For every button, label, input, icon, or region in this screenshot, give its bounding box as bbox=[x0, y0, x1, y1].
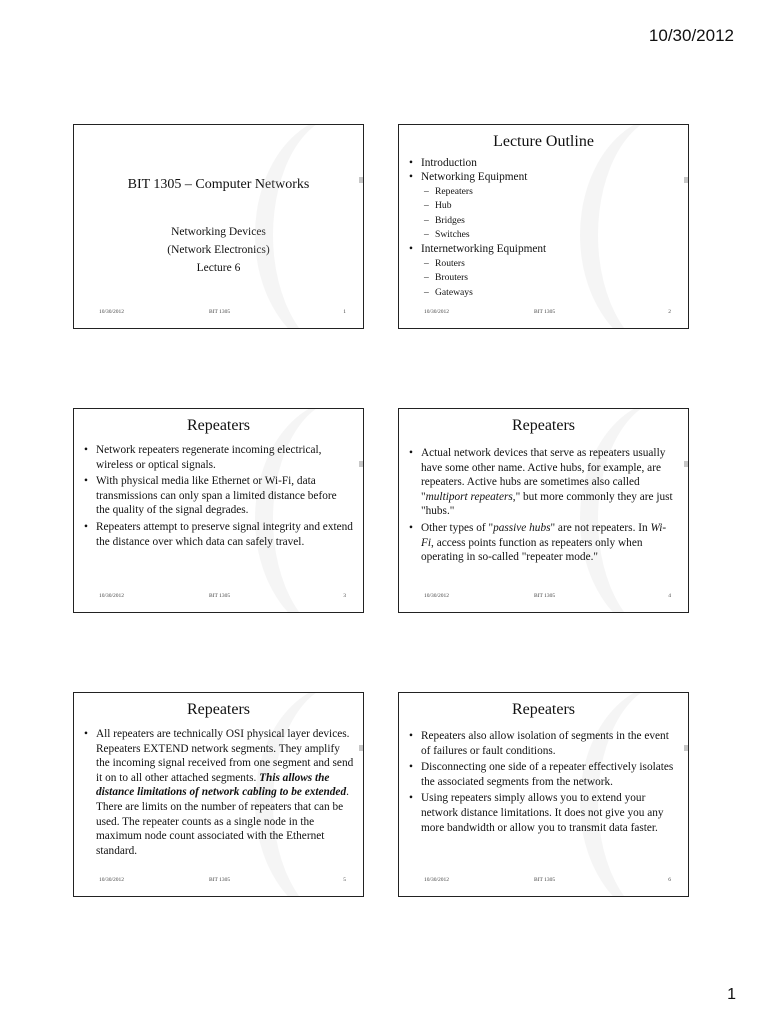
sub-list bbox=[421, 185, 678, 243]
footer-date: 10/30/2012 bbox=[424, 309, 450, 315]
bullet-item bbox=[421, 156, 678, 170]
bullet-item bbox=[421, 170, 678, 242]
footer-date: 10/30/2012 bbox=[99, 877, 125, 883]
slide-number: 6 bbox=[668, 877, 671, 883]
bullet-item bbox=[421, 521, 678, 565]
text-span: , access points function as repeaters only when operating in so-called "repeater mode." bbox=[421, 536, 643, 564]
slide-subtitle bbox=[74, 223, 363, 277]
bullet-item: • Using repeaters simply allows you to extend your network distance limitations. It does not give you any more bandwidth or allow you to transmit data faster. bbox=[421, 791, 678, 835]
text-span: " are not repeaters. In bbox=[550, 521, 651, 534]
sub-item: – Routers bbox=[435, 257, 678, 271]
slide-title: Repeaters bbox=[511, 701, 576, 718]
footer-course: BIT 1305 bbox=[209, 309, 231, 315]
footer-date: 10/30/2012 bbox=[424, 877, 450, 883]
sub-item: – Brouters bbox=[435, 271, 678, 285]
slide-footer bbox=[424, 593, 671, 601]
bullet-item bbox=[421, 242, 678, 300]
slide-4 bbox=[398, 408, 689, 613]
bullet-text: Internetworking Equipment bbox=[421, 243, 547, 256]
slide-title: Repeaters bbox=[186, 417, 251, 434]
slide-3 bbox=[73, 408, 364, 613]
footer-date: 10/30/2012 bbox=[424, 593, 450, 599]
bullet-item: • With physical media like Ethernet or Wi-Fi, data transmissions can only span a limited distance before the quality of the signal degrades. bbox=[96, 474, 353, 518]
footer-course: BIT 1305 bbox=[534, 309, 556, 315]
bullet-item bbox=[421, 446, 678, 519]
bullet-item: • Repeaters also allow isolation of segments in the event of failures or fault conditions. bbox=[421, 729, 678, 758]
bullet-list bbox=[74, 727, 363, 858]
slide-number: 5 bbox=[343, 877, 346, 883]
slide-title: BIT 1305 – Computer Networks bbox=[127, 177, 310, 192]
bullet-text: Introduction bbox=[421, 157, 477, 169]
subtitle-line: (Network Electronics) bbox=[167, 244, 270, 256]
sub-item: – Bridges bbox=[435, 214, 678, 228]
sub-item: – Gateways bbox=[435, 286, 678, 300]
slide-number: 2 bbox=[668, 309, 671, 315]
sub-item: – Repeaters bbox=[435, 185, 678, 199]
page-date: 10/30/2012 bbox=[648, 26, 734, 45]
slide-footer bbox=[424, 877, 671, 885]
sub-item: – Switches bbox=[435, 228, 678, 242]
outline-list bbox=[399, 156, 688, 300]
slide-footer bbox=[99, 593, 346, 601]
footer-date: 10/30/2012 bbox=[99, 593, 125, 599]
slide-footer bbox=[99, 877, 346, 885]
bullet-item bbox=[96, 727, 355, 858]
slide-number: 3 bbox=[343, 593, 346, 599]
slide-number: 1 bbox=[343, 309, 346, 315]
sub-list bbox=[421, 257, 678, 300]
page-number: 1 bbox=[727, 986, 736, 1003]
slide-5 bbox=[73, 692, 364, 897]
text-span: . There are limits on the number of repeaters that can be used. The repeater counts as a single node in the maximum node count associated with the Ethernet standard. bbox=[96, 786, 349, 857]
text-span: All repeaters are technically OSI physical layer devices. Repeaters EXTEND network segments. They amplify the incoming signal received from one segment and send it on to all other attached segments. bbox=[96, 728, 354, 784]
italic-term: passive hubs bbox=[493, 521, 551, 534]
footer-course: BIT 1305 bbox=[209, 877, 231, 883]
bullet-item: • Disconnecting one side of a repeater effectively isolates the associated segments from the network. bbox=[421, 760, 678, 789]
bullet-item: • Repeaters attempt to preserve signal integrity and extend the distance over which data can safely travel. bbox=[96, 520, 353, 549]
slide-2 bbox=[398, 124, 689, 329]
slide-title: Repeaters bbox=[511, 417, 576, 434]
italic-term: multiport repeaters bbox=[425, 490, 513, 503]
slide-title: Lecture Outline bbox=[493, 133, 594, 150]
bullet-list bbox=[399, 729, 688, 835]
footer-date: 10/30/2012 bbox=[99, 309, 125, 315]
italic-term: Wi-Fi bbox=[421, 521, 667, 549]
emphasis-text: This allows the distance limitations of network cabling to be extended bbox=[96, 771, 347, 799]
slide-6 bbox=[398, 692, 689, 897]
slide-1 bbox=[73, 124, 364, 329]
footer-course: BIT 1305 bbox=[534, 593, 556, 599]
bullet-text: Networking Equipment bbox=[421, 171, 528, 184]
footer-course: BIT 1305 bbox=[209, 593, 231, 599]
slide-number: 4 bbox=[668, 593, 671, 599]
bullet-list bbox=[74, 443, 363, 549]
bullet-item: • Network repeaters regenerate incoming electrical, wireless or optical signals. bbox=[96, 443, 353, 472]
text-span: Actual network devices that serve as repeaters usually have some other name. Active hubs, for example, are repeaters. Active hubs are sometimes also called " bbox=[421, 447, 666, 503]
slide-title: Repeaters bbox=[186, 701, 251, 718]
text-span: Other types of " bbox=[421, 521, 494, 534]
slide-footer bbox=[99, 309, 346, 317]
subtitle-line: Networking Devices bbox=[171, 226, 266, 238]
bullet-list bbox=[399, 446, 688, 565]
slide-footer bbox=[424, 309, 671, 317]
text-span: ," but more commonly they are just "hubs." bbox=[421, 490, 673, 518]
sub-item: – Hub bbox=[435, 199, 678, 213]
subtitle-line: Lecture 6 bbox=[196, 262, 241, 274]
footer-course: BIT 1305 bbox=[534, 877, 556, 883]
